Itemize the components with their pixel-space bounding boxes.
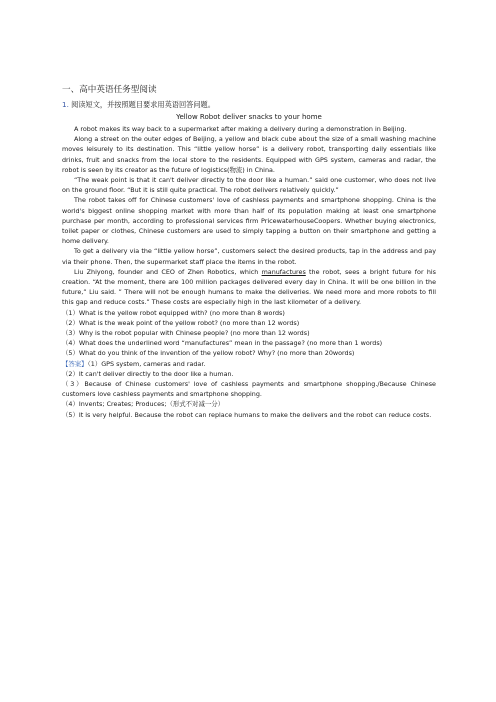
passage-paragraph-2: Along a street on the outer edges of Beijing, a yellow and black cube about the size of a small washing machine moves leisurely to its destination. This “little yellow horse” is a delivery robot, transporting daily essentials like drinks, fruit and snacks from the local store to the residents. Equipped with GPS system, cameras and radar, the robot is seen by its creator as the future of logistics(物流) in China. bbox=[62, 135, 436, 174]
question-3: （3）Why is the robot popular with Chinese people? (no more than 12 words) bbox=[62, 329, 310, 338]
passage-paragraph-1: A robot makes its way back to a supermarket after making a delivery during a demonstration in Beijing. bbox=[74, 125, 407, 133]
question-number: 1. bbox=[62, 100, 69, 109]
question-2: （2）What is the weak point of the yellow robot? (no more than 12 words) bbox=[62, 318, 300, 327]
question-4: （4）What does the underlined word “manufactures” mean in the passage? (no more than 1 words) bbox=[62, 339, 383, 348]
section-title: 一、高中英语任务型阅读 bbox=[62, 85, 157, 95]
question-1: （1）What is the yellow robot equipped with? (no more than 8 words) bbox=[62, 308, 285, 317]
passage-title: Yellow Robot deliver snacks to your home bbox=[176, 113, 322, 121]
paragraph-6-before: Liu Zhiyong, founder and CEO of Zhen Robotics, which bbox=[74, 267, 262, 276]
answer-tag: 【答案】 bbox=[62, 359, 88, 368]
answer-3: （3）Because of Chinese customers' love of cashless payments and smartphone shopping./Because Chinese customers love cashless payments and smartphone shopping. bbox=[62, 380, 436, 399]
answer-4: （4）Invents; Creates; Produces;（形式不对减一分） bbox=[62, 400, 225, 409]
document-content bbox=[62, 84, 436, 420]
answer-2: （2）It can't deliver directly to the door like a human. bbox=[62, 369, 234, 378]
passage-paragraph-5: To get a delivery via the “little yellow horse”, customers select the desired products, tap in the address and pay via their phone. Then, the supermarket staff place the items in the robot. bbox=[62, 247, 436, 266]
passage-paragraph-4: The robot takes off for Chinese customers' love of cashless payments and smartphone shopping. China is the world's biggest online shopping market with more than half of its population making at least one smartphone purchase per month, according to professional services firm PricewaterhouseCoopers. Whether buying electronics, toilet paper or clothes, Chinese customers are used to simply tapping a button on their smartphone and getting a home delivery. bbox=[62, 196, 436, 246]
passage-paragraph-6 bbox=[62, 267, 436, 308]
paragraph-6-after: the robot, sees a bright future for his creation. “At the moment, there are 100 million packages delivered every day in China. It will be one billion in the future,” Liu said. ” There will not be enough humans to make the deliveries. We need more and more robots to fill this gap and reduce costs.” These costs are especially high in the last kilometer of a delivery. bbox=[62, 267, 436, 307]
answer-1-text: （1）GPS system, cameras and radar. bbox=[87, 359, 206, 368]
passage-paragraph-3: “The weak point is that it can't deliver directly to the door like a human.” said one customer, who does not live on the ground floor. “But it is still quite practical. The robot delivers relatively quickly.” bbox=[62, 176, 436, 195]
answer-1 bbox=[62, 359, 436, 369]
underlined-word: manufactures bbox=[261, 267, 306, 276]
question-5: （5）What do you think of the invention of the yellow robot? Why? (no more than 20words) bbox=[62, 349, 355, 358]
question-instruction bbox=[62, 99, 436, 110]
answer-5: （5）It is very helpful. Because the robot can replace humans to make the delivers and the robot can reduce costs. bbox=[62, 410, 432, 419]
instruction-text: 阅读短文，并按照题目要求用英语回答问题。 bbox=[71, 100, 215, 109]
